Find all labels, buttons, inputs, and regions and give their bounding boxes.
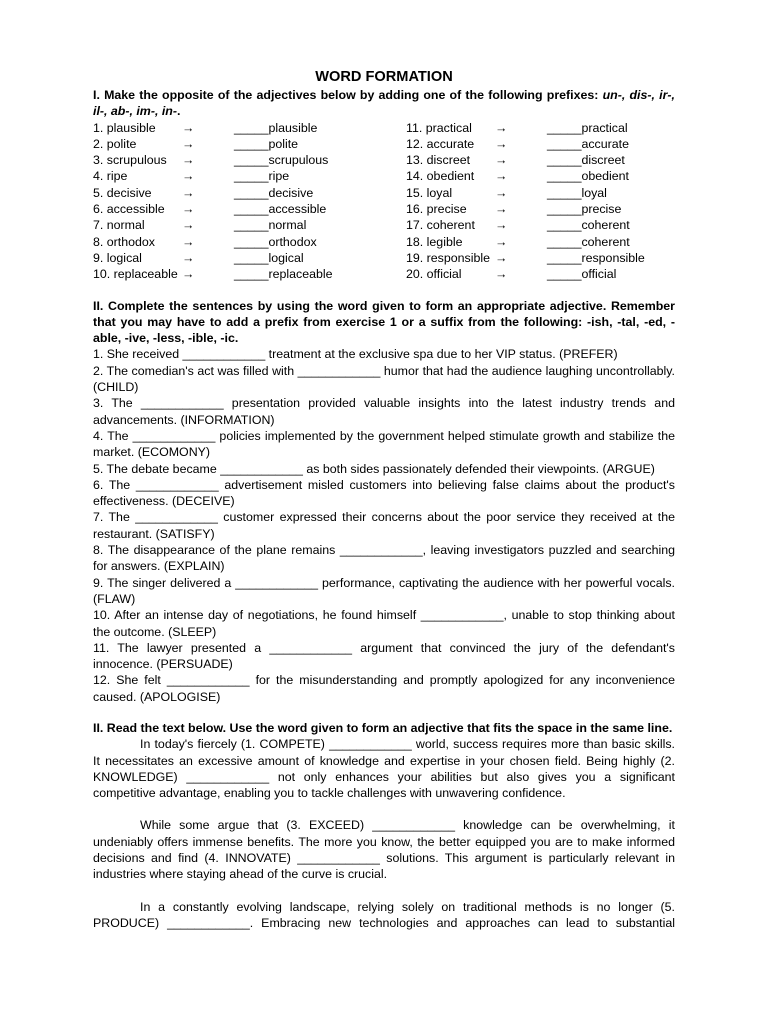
sentence-item: 2. The comedian's act was filled with ____________ humor that had the audience laughing uncontrollably. (CHILD) — [93, 363, 675, 395]
item-blank: _____accessible — [234, 202, 327, 217]
arrow-icon: → — [182, 267, 195, 282]
sentence-item: 4. The ____________ policies implemented by the government helped stimulate growth and stabilize the market. (ECOMONY) — [93, 428, 675, 460]
list-item — [406, 217, 675, 233]
item-word: 15. loyal — [406, 185, 453, 200]
list-item — [93, 185, 406, 201]
section1-heading — [93, 87, 675, 120]
list-item — [406, 201, 675, 217]
arrow-icon: → — [182, 250, 195, 265]
list-item — [406, 234, 675, 250]
item-word: 5. decisive — [93, 185, 152, 200]
arrow-icon: → — [495, 218, 508, 233]
item-word: 20. official — [406, 267, 462, 282]
item-blank: _____ripe — [234, 169, 290, 184]
list-item — [406, 152, 675, 168]
item-blank: _____coherent — [547, 218, 630, 233]
item-blank: _____scrupulous — [234, 153, 329, 168]
arrow-icon: → — [495, 202, 508, 217]
item-word: 12. accurate — [406, 136, 475, 151]
list-item — [406, 120, 675, 136]
item-word: 14. obedient — [406, 169, 475, 184]
paragraph-text: In a constantly evolving landscape, relying solely on traditional methods is no longer (5. PRODUCE) ____________. Embracing new technologies and approaches can lead to substantial — [93, 899, 675, 930]
list-item — [93, 250, 406, 266]
arrow-icon: → — [495, 185, 508, 200]
text-paragraph — [93, 817, 675, 882]
arrow-icon: → — [182, 169, 195, 184]
list-item — [93, 234, 406, 250]
item-word: 2. polite — [93, 136, 137, 151]
item-blank: _____normal — [234, 218, 307, 233]
arrow-icon: → — [495, 267, 508, 282]
list-item — [93, 120, 406, 136]
list-item — [93, 152, 406, 168]
section1-heading-end: . — [176, 104, 181, 119]
item-blank: _____practical — [547, 120, 628, 135]
section3-heading: II. Read the text below. Use the word given to form an adjective that fits the space in the same line. — [93, 720, 673, 735]
item-blank: _____responsible — [547, 250, 645, 265]
text-paragraph — [93, 736, 675, 801]
item-blank: _____official — [547, 267, 617, 282]
item-word: 19. responsible — [406, 250, 491, 265]
item-blank: _____discreet — [547, 153, 625, 168]
arrow-icon: → — [182, 185, 195, 200]
item-word: 18. legible — [406, 234, 463, 249]
section1-heading-text: I. Make the opposite of the adjectives below by adding one of the following prefixes: — [93, 88, 603, 102]
list-item — [93, 136, 406, 152]
item-blank: _____coherent — [547, 234, 630, 249]
page-title: WORD FORMATION — [315, 69, 453, 85]
item-word: 7. normal — [93, 218, 145, 233]
sentence-item: 8. The disappearance of the plane remains ____________, leaving investigators puzzled and searching for answers. (EXPLAIN) — [93, 543, 675, 574]
sentence-item: 10. After an intense day of negotiations, he found himself ____________, unable to stop thinking about the outcome. (SLEEP) — [93, 608, 675, 639]
arrow-icon: → — [495, 136, 508, 151]
item-word: 10. replaceable — [93, 267, 178, 282]
item-blank: _____orthodox — [234, 234, 317, 249]
arrow-icon: → — [495, 169, 508, 184]
sentence-item: 6. The ____________ advertisement misled customers into believing false claims about the product's effectiveness. (DECEIVE) — [93, 477, 675, 509]
section3 — [93, 720, 675, 931]
item-blank: _____precise — [547, 202, 622, 217]
arrow-icon: → — [495, 120, 508, 135]
item-word: 4. ripe — [93, 169, 128, 184]
item-word: 1. plausible — [93, 120, 156, 135]
list-item — [406, 250, 675, 266]
sentence-item: 9. The singer delivered a ____________ performance, captivating the audience with her powerful vocals. (FLAW) — [93, 575, 675, 606]
item-blank: _____polite — [234, 136, 299, 151]
list-item — [406, 185, 675, 201]
sentence-item: 12. She felt ____________ for the misunderstanding and promptly apologized for any inconvenience caused. (APOLOGISE) — [93, 673, 675, 704]
arrow-icon: → — [182, 136, 195, 151]
word-list-right — [406, 120, 675, 283]
list-item — [93, 201, 406, 217]
arrow-icon: → — [182, 234, 195, 249]
word-list — [93, 120, 675, 283]
sentence-item: 3. The ____________ presentation provided valuable insights into the latest industry trends and advancements. (INFORMATION) — [93, 396, 675, 427]
item-blank: _____replaceable — [234, 267, 333, 282]
list-item — [93, 168, 406, 184]
item-word: 16. precise — [406, 202, 467, 217]
item-word: 3. scrupulous — [93, 153, 167, 168]
item-word: 13. discreet — [406, 153, 471, 168]
sentence-item: 5. The debate became ____________ as both sides passionately defended their viewpoints. (ARGUE) — [93, 461, 655, 476]
sentence-item: 7. The ____________ customer expressed their concerns about the poor service they received at the restaurant. (SATISFY) — [93, 510, 675, 541]
arrow-icon: → — [495, 153, 508, 168]
item-blank: _____loyal — [547, 185, 607, 200]
section2 — [93, 298, 675, 705]
item-word: 9. logical — [93, 250, 142, 265]
item-word: 8. orthodox — [93, 234, 155, 249]
item-blank: _____logical — [234, 250, 304, 265]
item-word: 17. coherent — [406, 218, 475, 233]
item-blank: _____plausible — [234, 120, 318, 135]
arrow-icon: → — [182, 120, 195, 135]
paragraph-text: While some argue that (3. EXCEED) ____________ knowledge can be overwhelming, it undeniably offers immense benefits. The more you know, the better equipped you are to make informed decisions and find (4. INNOVATE) ____________ solutions. This argument is particularly relevant in industries where staying ahead of the curve is crucial. — [93, 818, 675, 882]
item-blank: _____decisive — [234, 185, 314, 200]
list-item — [406, 168, 675, 184]
text-paragraph — [93, 899, 675, 932]
paragraph-text: In today's fiercely (1. COMPETE) ____________ world, success requires more than basic skills. It necessitates an excessive amount of knowledge and expertise in your chosen field. Being highly (2. KNOWLEDGE) ____________ not only enhances your abilities but also gives you a significant competitive advantage, enabling you to tackle challenges with unwavering confidence. — [93, 737, 675, 801]
item-word: 6. accessible — [93, 202, 165, 217]
worksheet-page — [93, 68, 675, 931]
item-word: 11. practical — [406, 120, 472, 135]
arrow-icon: → — [182, 218, 195, 233]
list-item — [93, 217, 406, 233]
arrow-icon: → — [182, 202, 195, 217]
section1-prefix-list: un-, dis-, ir-, il-, ab-, im-, in- — [93, 88, 675, 119]
list-item — [406, 136, 675, 152]
sentence-list — [93, 346, 675, 705]
item-blank: _____obedient — [547, 169, 629, 184]
sentence-item: 11. The lawyer presented a ____________ argument that convinced the jury of the defendant's innocence. (PERSUADE) — [93, 640, 675, 672]
word-list-left — [93, 120, 406, 283]
arrow-icon: → — [182, 153, 195, 168]
list-item — [406, 266, 675, 282]
section2-heading: II. Complete the sentences by using the word given to form an appropriate adjective. Remember that you may have to add a prefix from exercise 1 or a suffix from the following: -ish, -tal, -ed, -able, -ive, -less, -ible, -ic. — [93, 298, 675, 346]
arrow-icon: → — [495, 234, 508, 249]
sentence-item: 1. She received ____________ treatment at the exclusive spa due to her VIP status. (PREFER) — [93, 347, 618, 362]
item-blank: _____accurate — [547, 136, 629, 151]
list-item — [93, 266, 406, 282]
arrow-icon: → — [495, 250, 508, 265]
